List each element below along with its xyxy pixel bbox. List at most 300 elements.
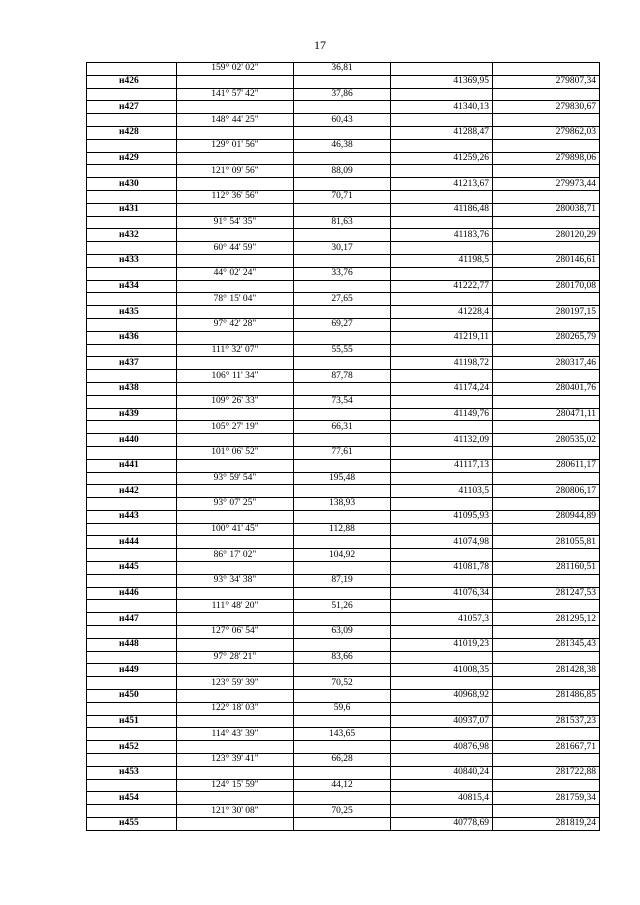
- point-row: [87, 818, 600, 831]
- x-coordinate-cell: [391, 421, 493, 434]
- point-row: [87, 280, 600, 293]
- x-coordinate-cell: [391, 549, 493, 562]
- x-coordinate-cell: 41219,11: [391, 331, 493, 344]
- y-coordinate-cell: 279898,06: [493, 152, 600, 165]
- y-coordinate-cell: 280317,46: [493, 357, 600, 370]
- point-number-cell: [87, 114, 177, 127]
- x-coordinate-cell: [391, 446, 493, 459]
- y-coordinate-cell: [493, 446, 600, 459]
- point-number-cell: н434: [87, 280, 177, 293]
- direction-angle-cell: 97° 42' 28": [177, 318, 294, 331]
- x-coordinate-cell: 41019,23: [391, 638, 493, 651]
- point-row: [87, 254, 600, 267]
- point-number-cell: [87, 677, 177, 690]
- segment-row: [87, 395, 600, 408]
- distance-cell: 63,09: [294, 626, 391, 639]
- segment-row: [87, 446, 600, 459]
- distance-cell: 55,55: [294, 344, 391, 357]
- point-number-cell: н446: [87, 587, 177, 600]
- page-number: 17: [314, 38, 326, 52]
- point-number-cell: н447: [87, 613, 177, 626]
- direction-angle-cell: 114° 43' 39": [177, 728, 294, 741]
- point-row: [87, 638, 600, 651]
- point-number-cell: [87, 242, 177, 255]
- point-number-cell: [87, 651, 177, 664]
- point-row: [87, 510, 600, 523]
- point-row: [87, 357, 600, 370]
- segment-row: [87, 139, 600, 152]
- distance-cell: 46,38: [294, 139, 391, 152]
- direction-angle-cell: [177, 254, 294, 267]
- point-number-cell: [87, 370, 177, 383]
- point-number-cell: н450: [87, 690, 177, 703]
- distance-cell: [294, 510, 391, 523]
- y-coordinate-cell: [493, 728, 600, 741]
- x-coordinate-cell: [391, 370, 493, 383]
- y-coordinate-cell: 280611,17: [493, 459, 600, 472]
- point-number-cell: [87, 754, 177, 767]
- x-coordinate-cell: [391, 267, 493, 280]
- distance-cell: [294, 306, 391, 319]
- segment-row: [87, 498, 600, 511]
- segment-row: [87, 242, 600, 255]
- segment-row: [87, 63, 600, 76]
- segment-row: [87, 574, 600, 587]
- y-coordinate-cell: [493, 779, 600, 792]
- distance-cell: 195,48: [294, 472, 391, 485]
- point-number-cell: н442: [87, 485, 177, 498]
- x-coordinate-cell: [391, 344, 493, 357]
- x-coordinate-cell: 41117,13: [391, 459, 493, 472]
- distance-cell: 87,78: [294, 370, 391, 383]
- point-number-cell: н455: [87, 818, 177, 831]
- distance-cell: [294, 152, 391, 165]
- segment-row: [87, 523, 600, 536]
- direction-angle-cell: [177, 664, 294, 677]
- distance-cell: 138,93: [294, 498, 391, 511]
- x-coordinate-cell: [391, 190, 493, 203]
- distance-cell: 27,65: [294, 293, 391, 306]
- direction-angle-cell: [177, 818, 294, 831]
- direction-angle-cell: [177, 357, 294, 370]
- x-coordinate-cell: [391, 472, 493, 485]
- point-number-cell: [87, 574, 177, 587]
- point-number-cell: [87, 88, 177, 101]
- direction-angle-cell: [177, 638, 294, 651]
- segment-row: [87, 370, 600, 383]
- x-coordinate-cell: 41228,4: [391, 306, 493, 319]
- y-coordinate-cell: 280170,08: [493, 280, 600, 293]
- segment-row: [87, 216, 600, 229]
- distance-cell: [294, 101, 391, 114]
- point-row: [87, 306, 600, 319]
- y-coordinate-cell: 281722,88: [493, 766, 600, 779]
- point-row: [87, 408, 600, 421]
- y-coordinate-cell: 281486,85: [493, 690, 600, 703]
- direction-angle-cell: [177, 126, 294, 139]
- direction-angle-cell: [177, 178, 294, 191]
- direction-angle-cell: [177, 536, 294, 549]
- segment-row: [87, 600, 600, 613]
- x-coordinate-cell: 41149,76: [391, 408, 493, 421]
- distance-cell: [294, 536, 391, 549]
- direction-angle-cell: 123° 59' 39": [177, 677, 294, 690]
- y-coordinate-cell: [493, 267, 600, 280]
- point-number-cell: н426: [87, 75, 177, 88]
- x-coordinate-cell: 40937,07: [391, 715, 493, 728]
- x-coordinate-cell: [391, 600, 493, 613]
- point-row: [87, 792, 600, 805]
- point-row: [87, 562, 600, 575]
- direction-angle-cell: 97° 28' 21": [177, 651, 294, 664]
- distance-cell: [294, 485, 391, 498]
- x-coordinate-cell: [391, 498, 493, 511]
- point-row: [87, 434, 600, 447]
- x-coordinate-cell: 41103,5: [391, 485, 493, 498]
- y-coordinate-cell: 280146,61: [493, 254, 600, 267]
- direction-angle-cell: 159° 02' 02": [177, 63, 294, 76]
- y-coordinate-cell: [493, 165, 600, 178]
- x-coordinate-cell: 40876,98: [391, 741, 493, 754]
- distance-cell: 69,27: [294, 318, 391, 331]
- y-coordinate-cell: 281667,71: [493, 741, 600, 754]
- point-number-cell: н428: [87, 126, 177, 139]
- x-coordinate-cell: [391, 63, 493, 76]
- point-number-cell: н430: [87, 178, 177, 191]
- x-coordinate-cell: [391, 242, 493, 255]
- direction-angle-cell: [177, 75, 294, 88]
- direction-angle-cell: [177, 306, 294, 319]
- segment-row: [87, 677, 600, 690]
- point-number-cell: [87, 600, 177, 613]
- point-number-cell: [87, 779, 177, 792]
- distance-cell: [294, 741, 391, 754]
- x-coordinate-cell: [391, 165, 493, 178]
- distance-cell: [294, 459, 391, 472]
- direction-angle-cell: 111° 32' 07": [177, 344, 294, 357]
- point-number-cell: н449: [87, 664, 177, 677]
- y-coordinate-cell: [493, 190, 600, 203]
- point-row: [87, 331, 600, 344]
- segment-row: [87, 702, 600, 715]
- direction-angle-cell: [177, 690, 294, 703]
- point-row: [87, 766, 600, 779]
- distance-cell: 77,61: [294, 446, 391, 459]
- y-coordinate-cell: 281055,81: [493, 536, 600, 549]
- y-coordinate-cell: [493, 88, 600, 101]
- y-coordinate-cell: [493, 805, 600, 818]
- x-coordinate-cell: 41076,34: [391, 587, 493, 600]
- distance-cell: [294, 562, 391, 575]
- point-row: [87, 101, 600, 114]
- y-coordinate-cell: 281819,24: [493, 818, 600, 831]
- x-coordinate-cell: [391, 779, 493, 792]
- point-row: [87, 459, 600, 472]
- distance-cell: 73,54: [294, 395, 391, 408]
- direction-angle-cell: 105° 27' 19": [177, 421, 294, 434]
- point-number-cell: н436: [87, 331, 177, 344]
- point-number-cell: н451: [87, 715, 177, 728]
- direction-angle-cell: [177, 229, 294, 242]
- direction-angle-cell: [177, 382, 294, 395]
- segment-row: [87, 728, 600, 741]
- distance-cell: 87,19: [294, 574, 391, 587]
- point-row: [87, 613, 600, 626]
- x-coordinate-cell: [391, 216, 493, 229]
- point-row: [87, 664, 600, 677]
- direction-angle-cell: 86° 17' 02": [177, 549, 294, 562]
- segment-row: [87, 626, 600, 639]
- point-number-cell: [87, 165, 177, 178]
- point-number-cell: н433: [87, 254, 177, 267]
- direction-angle-cell: [177, 792, 294, 805]
- point-row: [87, 690, 600, 703]
- distance-cell: 59,6: [294, 702, 391, 715]
- point-number-cell: [87, 139, 177, 152]
- x-coordinate-cell: 40840,24: [391, 766, 493, 779]
- x-coordinate-cell: 41222,77: [391, 280, 493, 293]
- point-number-cell: [87, 446, 177, 459]
- point-row: [87, 382, 600, 395]
- y-coordinate-cell: 281759,34: [493, 792, 600, 805]
- x-coordinate-cell: 41198,72: [391, 357, 493, 370]
- distance-cell: 44,12: [294, 779, 391, 792]
- y-coordinate-cell: [493, 549, 600, 562]
- x-coordinate-cell: 41183,76: [391, 229, 493, 242]
- x-coordinate-cell: [391, 395, 493, 408]
- point-row: [87, 715, 600, 728]
- segment-row: [87, 190, 600, 203]
- point-number-cell: н429: [87, 152, 177, 165]
- y-coordinate-cell: 279862,03: [493, 126, 600, 139]
- direction-angle-cell: 121° 09' 56": [177, 165, 294, 178]
- segment-row: [87, 88, 600, 101]
- point-number-cell: [87, 190, 177, 203]
- point-number-cell: [87, 728, 177, 741]
- y-coordinate-cell: [493, 216, 600, 229]
- point-number-cell: н439: [87, 408, 177, 421]
- y-coordinate-cell: [493, 395, 600, 408]
- x-coordinate-cell: [391, 139, 493, 152]
- direction-angle-cell: 121° 30' 08": [177, 805, 294, 818]
- distance-cell: [294, 613, 391, 626]
- point-number-cell: н438: [87, 382, 177, 395]
- segment-row: [87, 267, 600, 280]
- distance-cell: 60,43: [294, 114, 391, 127]
- point-number-cell: [87, 421, 177, 434]
- y-coordinate-cell: 281295,12: [493, 613, 600, 626]
- y-coordinate-cell: 279807,34: [493, 75, 600, 88]
- y-coordinate-cell: 281537,23: [493, 715, 600, 728]
- distance-cell: [294, 690, 391, 703]
- direction-angle-cell: [177, 485, 294, 498]
- x-coordinate-cell: 41259,26: [391, 152, 493, 165]
- point-row: [87, 203, 600, 216]
- direction-angle-cell: [177, 715, 294, 728]
- direction-angle-cell: [177, 203, 294, 216]
- point-number-cell: [87, 344, 177, 357]
- direction-angle-cell: 148° 44' 25": [177, 114, 294, 127]
- y-coordinate-cell: [493, 472, 600, 485]
- point-number-cell: н443: [87, 510, 177, 523]
- direction-angle-cell: 93° 07' 25": [177, 498, 294, 511]
- distance-cell: 51,26: [294, 600, 391, 613]
- point-number-cell: н453: [87, 766, 177, 779]
- distance-cell: [294, 792, 391, 805]
- y-coordinate-cell: [493, 600, 600, 613]
- direction-angle-cell: [177, 459, 294, 472]
- x-coordinate-cell: 41174,24: [391, 382, 493, 395]
- y-coordinate-cell: 281428,38: [493, 664, 600, 677]
- direction-angle-cell: [177, 152, 294, 165]
- direction-angle-cell: [177, 613, 294, 626]
- y-coordinate-cell: [493, 293, 600, 306]
- point-row: [87, 485, 600, 498]
- y-coordinate-cell: [493, 754, 600, 767]
- x-coordinate-cell: [391, 754, 493, 767]
- distance-cell: 88,09: [294, 165, 391, 178]
- x-coordinate-cell: 41132,09: [391, 434, 493, 447]
- point-row: [87, 75, 600, 88]
- point-number-cell: [87, 293, 177, 306]
- direction-angle-cell: 141° 57' 42": [177, 88, 294, 101]
- direction-angle-cell: [177, 408, 294, 421]
- distance-cell: [294, 408, 391, 421]
- distance-cell: [294, 75, 391, 88]
- direction-angle-cell: 60° 44' 59": [177, 242, 294, 255]
- distance-cell: 70,25: [294, 805, 391, 818]
- distance-cell: [294, 715, 391, 728]
- point-number-cell: н435: [87, 306, 177, 319]
- x-coordinate-cell: [391, 626, 493, 639]
- y-coordinate-cell: [493, 318, 600, 331]
- y-coordinate-cell: 280944,89: [493, 510, 600, 523]
- x-coordinate-cell: 41288,47: [391, 126, 493, 139]
- point-number-cell: н448: [87, 638, 177, 651]
- y-coordinate-cell: [493, 370, 600, 383]
- distance-cell: 66,28: [294, 754, 391, 767]
- x-coordinate-cell: 41057,3: [391, 613, 493, 626]
- y-coordinate-cell: 280806,17: [493, 485, 600, 498]
- point-number-cell: [87, 498, 177, 511]
- segment-row: [87, 344, 600, 357]
- point-number-cell: [87, 626, 177, 639]
- point-number-cell: н454: [87, 792, 177, 805]
- y-coordinate-cell: 280535,02: [493, 434, 600, 447]
- y-coordinate-cell: [493, 63, 600, 76]
- y-coordinate-cell: [493, 651, 600, 664]
- point-row: [87, 536, 600, 549]
- distance-cell: [294, 280, 391, 293]
- distance-cell: 83,66: [294, 651, 391, 664]
- x-coordinate-cell: 41095,93: [391, 510, 493, 523]
- direction-angle-cell: [177, 766, 294, 779]
- distance-cell: 104,92: [294, 549, 391, 562]
- y-coordinate-cell: 281345,43: [493, 638, 600, 651]
- x-coordinate-cell: 41369,95: [391, 75, 493, 88]
- direction-angle-cell: 122° 18' 03": [177, 702, 294, 715]
- x-coordinate-cell: 41008,35: [391, 664, 493, 677]
- y-coordinate-cell: 280120,29: [493, 229, 600, 242]
- coordinates-table-body: [87, 63, 600, 831]
- segment-row: [87, 472, 600, 485]
- segment-row: [87, 651, 600, 664]
- distance-cell: [294, 766, 391, 779]
- distance-cell: 70,52: [294, 677, 391, 690]
- x-coordinate-cell: 41186,48: [391, 203, 493, 216]
- direction-angle-cell: [177, 434, 294, 447]
- y-coordinate-cell: [493, 626, 600, 639]
- point-number-cell: [87, 216, 177, 229]
- direction-angle-cell: [177, 562, 294, 575]
- y-coordinate-cell: 279973,44: [493, 178, 600, 191]
- point-row: [87, 587, 600, 600]
- x-coordinate-cell: [391, 677, 493, 690]
- x-coordinate-cell: [391, 574, 493, 587]
- segment-row: [87, 293, 600, 306]
- direction-angle-cell: 91° 54' 35": [177, 216, 294, 229]
- point-number-cell: н452: [87, 741, 177, 754]
- x-coordinate-cell: [391, 702, 493, 715]
- x-coordinate-cell: [391, 318, 493, 331]
- segment-row: [87, 165, 600, 178]
- distance-cell: 112,88: [294, 523, 391, 536]
- point-number-cell: н437: [87, 357, 177, 370]
- segment-row: [87, 318, 600, 331]
- segment-row: [87, 549, 600, 562]
- point-row: [87, 126, 600, 139]
- segment-row: [87, 114, 600, 127]
- x-coordinate-cell: 41081,78: [391, 562, 493, 575]
- x-coordinate-cell: [391, 88, 493, 101]
- distance-cell: 66,31: [294, 421, 391, 434]
- y-coordinate-cell: 281160,51: [493, 562, 600, 575]
- point-row: [87, 152, 600, 165]
- distance-cell: [294, 203, 391, 216]
- direction-angle-cell: 111° 48' 20": [177, 600, 294, 613]
- direction-angle-cell: [177, 587, 294, 600]
- x-coordinate-cell: [391, 805, 493, 818]
- x-coordinate-cell: [391, 114, 493, 127]
- point-row: [87, 229, 600, 242]
- y-coordinate-cell: [493, 702, 600, 715]
- point-number-cell: [87, 523, 177, 536]
- point-number-cell: [87, 549, 177, 562]
- point-number-cell: [87, 702, 177, 715]
- point-number-cell: [87, 318, 177, 331]
- distance-cell: 30,17: [294, 242, 391, 255]
- point-number-cell: н427: [87, 101, 177, 114]
- y-coordinate-cell: [493, 574, 600, 587]
- segment-row: [87, 421, 600, 434]
- direction-angle-cell: 129° 01' 56": [177, 139, 294, 152]
- x-coordinate-cell: 41213,67: [391, 178, 493, 191]
- point-number-cell: [87, 267, 177, 280]
- direction-angle-cell: 93° 34' 38": [177, 574, 294, 587]
- distance-cell: 143,65: [294, 728, 391, 741]
- distance-cell: [294, 818, 391, 831]
- distance-cell: [294, 178, 391, 191]
- point-number-cell: н445: [87, 562, 177, 575]
- y-coordinate-cell: 280197,15: [493, 306, 600, 319]
- distance-cell: 37,86: [294, 88, 391, 101]
- x-coordinate-cell: 40778,69: [391, 818, 493, 831]
- distance-cell: [294, 638, 391, 651]
- distance-cell: [294, 357, 391, 370]
- direction-angle-cell: 127° 06' 54": [177, 626, 294, 639]
- distance-cell: [294, 254, 391, 267]
- distance-cell: [294, 126, 391, 139]
